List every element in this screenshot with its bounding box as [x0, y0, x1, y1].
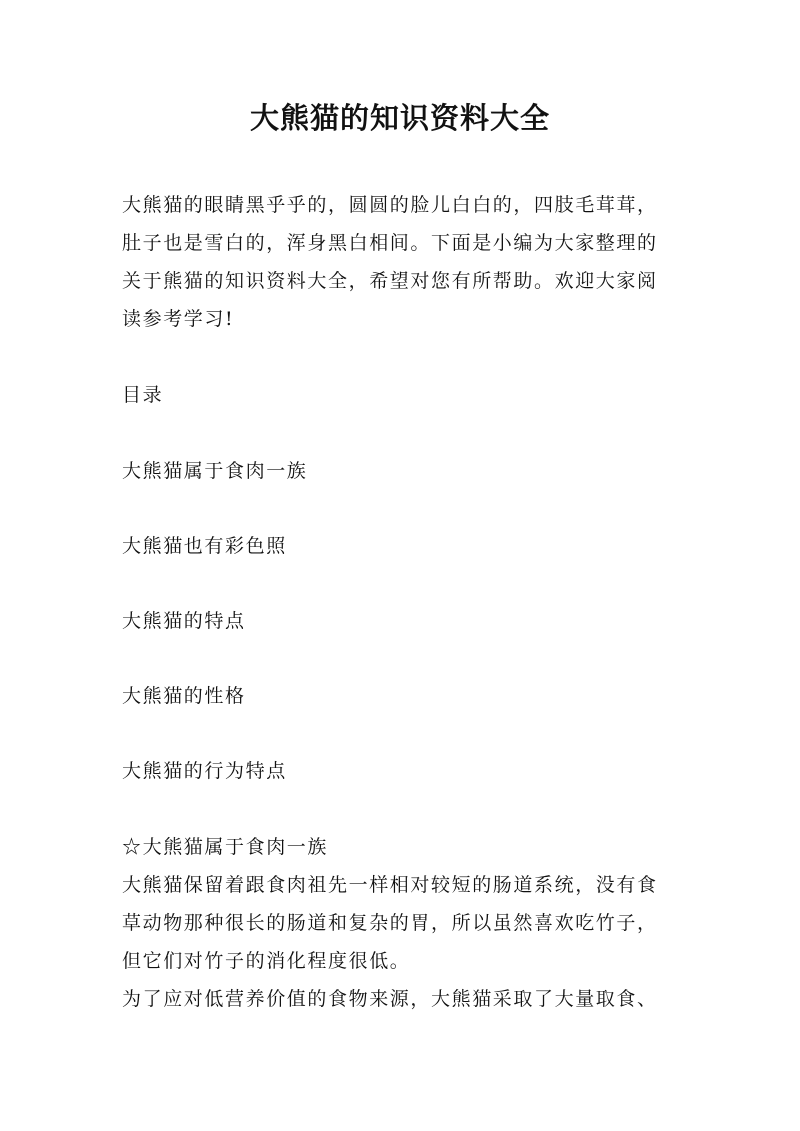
toc-heading: 目录 — [122, 384, 164, 406]
document-title: 大熊猫的知识资料大全 — [249, 101, 550, 135]
paragraph-line: 草动物那种很长的肠道和复杂的胃，所以虽然喜欢吃竹子， — [122, 912, 658, 934]
intro-paragraph — [122, 186, 692, 338]
toc-item: 大熊猫的性格 — [122, 685, 246, 707]
paragraph-line: 但它们对竹子的消化程度很低。 — [122, 950, 411, 972]
intro-line: 肚子也是雪白的，浑身黑白相间。下面是小编为大家整理的 — [122, 232, 658, 254]
intro-line: 读参考学习! — [122, 308, 235, 330]
intro-line: 关于熊猫的知识资料大全，希望对您有所帮助。欢迎大家阅 — [122, 270, 658, 292]
paragraph-line: 大熊猫保留着跟食肉祖先一样相对较短的肠道系统，没有食 — [122, 874, 658, 896]
toc-item: 大熊猫属于食肉一族 — [122, 460, 308, 482]
toc-item: 大熊猫也有彩色照 — [122, 535, 287, 557]
paragraph-line: 为了应对低营养价值的食物来源，大熊猫采取了大量取食、 — [122, 988, 658, 1010]
intro-line: 大熊猫的眼睛黑乎乎的，圆圆的脸儿白白的，四肢毛茸茸， — [122, 194, 658, 216]
section-paragraph — [122, 866, 692, 980]
section-heading: ☆大熊猫属于食肉一族 — [122, 836, 329, 858]
toc-item: 大熊猫的特点 — [122, 610, 246, 632]
section-paragraph — [122, 980, 692, 1018]
toc-item: 大熊猫的行为特点 — [122, 760, 287, 782]
